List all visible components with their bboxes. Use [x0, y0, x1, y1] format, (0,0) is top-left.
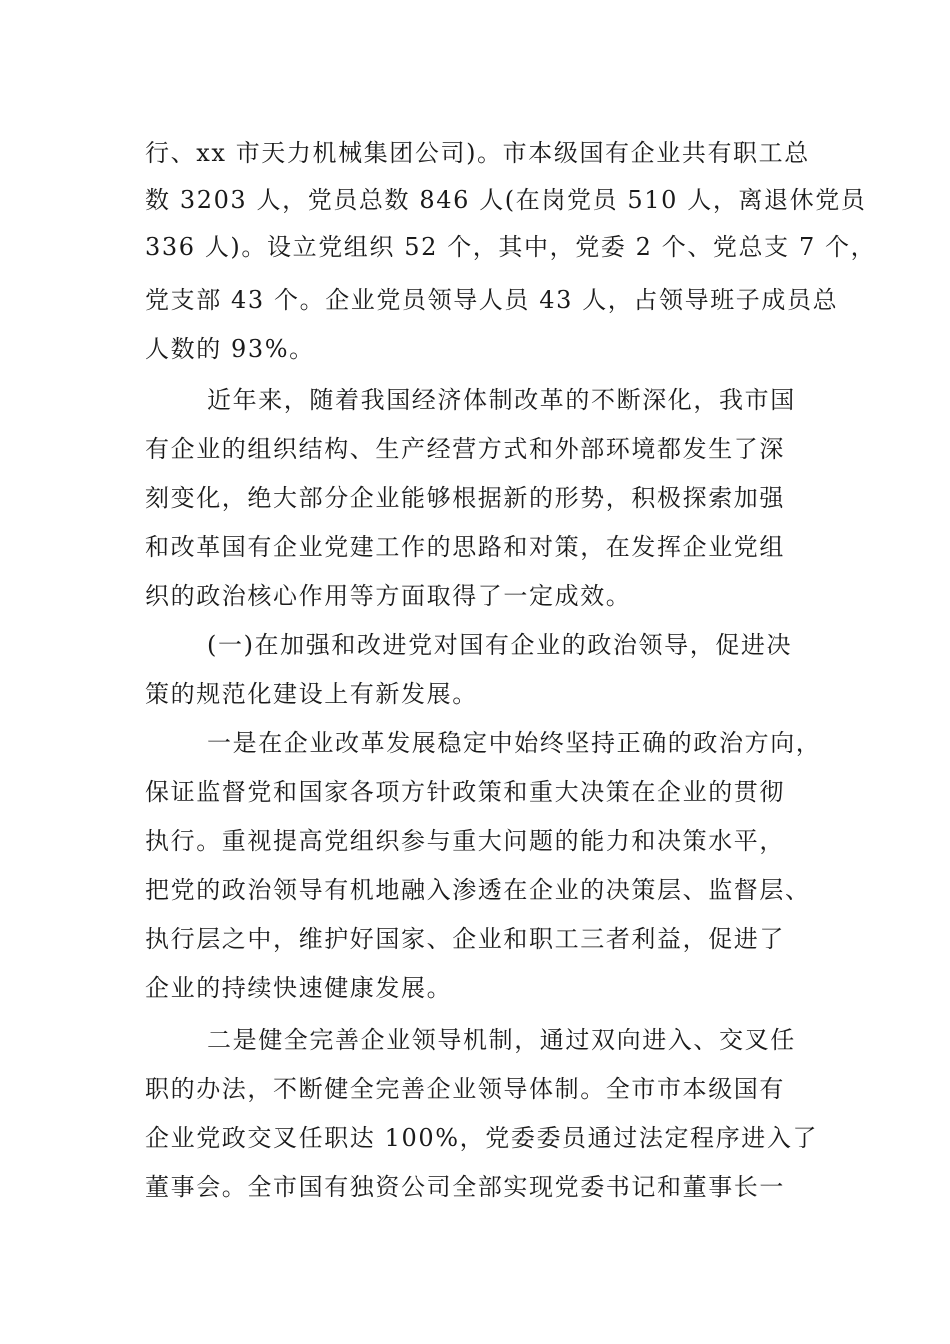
text-line: 董事会。全市国有独资公司全部实现党委书记和董事长一: [145, 1173, 785, 1201]
text-line: 党支部 43 个。企业党员领导人员 43 人，占领导班子成员总: [145, 286, 839, 314]
text-line: 职的办法，不断健全完善企业领导体制。全市市本级国有: [145, 1075, 785, 1103]
text-line: 执行层之中，维护好国家、企业和职工三者利益，促进了: [145, 925, 785, 953]
text-line: 和改革国有企业党建工作的思路和对策，在发挥企业党组: [145, 533, 785, 561]
text-line: 数 3203 人，党员总数 846 人(在岗党员 510 人，离退休党员: [145, 186, 867, 214]
text-line: 把党的政治领导有机地融入渗透在企业的决策层、监督层、: [145, 876, 811, 904]
text-line: 336 人)。设立党组织 52 个，其中，党委 2 个、党总支 7 个，: [145, 233, 877, 261]
text-line: 行、xx 市天力机械集团公司)。市本级国有企业共有职工总: [145, 139, 810, 167]
text-line: 人数的 93%。: [145, 335, 315, 363]
text-line: 执行。重视提高党组织参与重大问题的能力和决策水平，: [145, 827, 785, 855]
section-heading-continued: 策的规范化建设上有新发展。: [145, 680, 478, 708]
text-line: 织的政治核心作用等方面取得了一定成效。: [145, 582, 632, 610]
text-line: 有企业的组织结构、生产经营方式和外部环境都发生了深: [145, 435, 785, 463]
paragraph-first-line: 一是在企业改革发展稳定中始终坚持正确的政治方向，: [207, 729, 822, 757]
paragraph-first-line: 二是健全完善企业领导机制，通过双向进入、交叉任: [207, 1026, 796, 1054]
text-line: 保证监督党和国家各项方针政策和重大决策在企业的贯彻: [145, 778, 785, 806]
section-heading: (一)在加强和改进党对国有企业的政治领导，促进决: [207, 631, 793, 659]
text-line: 企业的持续快速健康发展。: [145, 974, 453, 1002]
paragraph-first-line: 近年来，随着我国经济体制改革的不断深化，我市国: [207, 386, 796, 414]
text-line: 企业党政交叉任职达 100%，党委委员通过法定程序进入了: [145, 1124, 819, 1152]
text-line: 刻变化，绝大部分企业能够根据新的形势，积极探索加强: [145, 484, 785, 512]
